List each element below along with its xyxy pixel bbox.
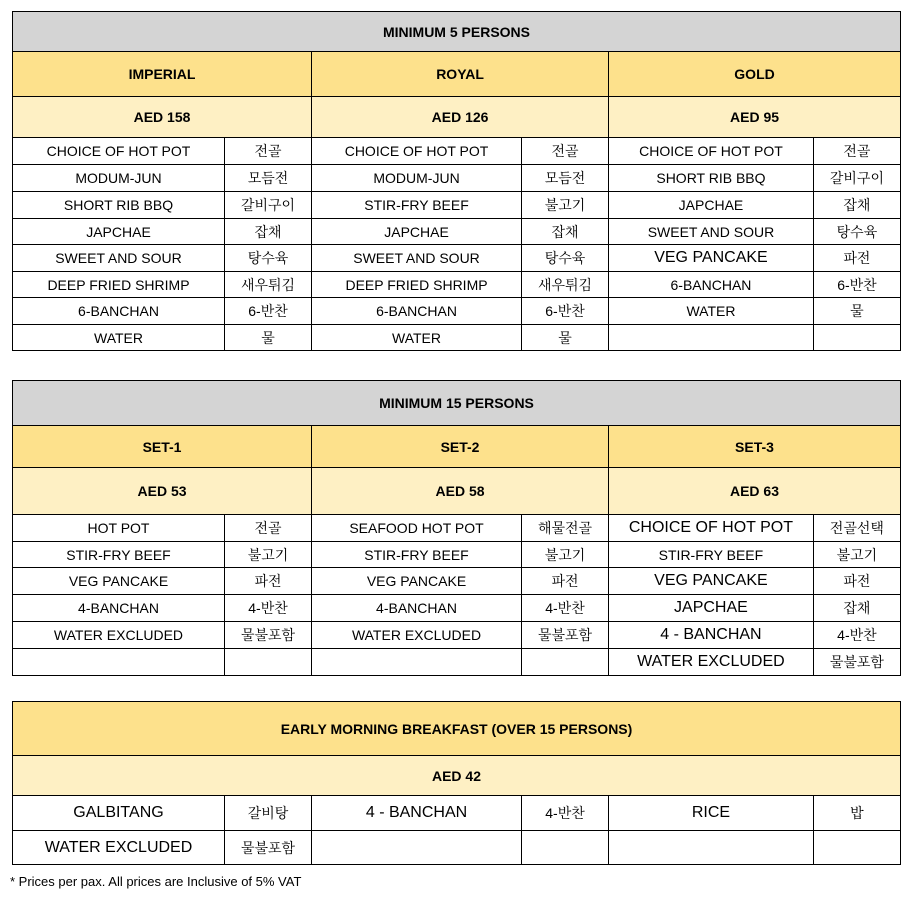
menu-row	[13, 272, 901, 298]
dish-english: CHOICE OF HOT POT	[609, 138, 814, 165]
dish-korean: 불고기	[813, 542, 900, 568]
dish-korean: 탕수육	[813, 219, 900, 245]
dish-korean: 새우튀김	[522, 272, 609, 298]
dish-korean: 갈비구이	[813, 165, 900, 192]
dish-korean: 전골	[522, 138, 609, 165]
dish-korean: 새우튀김	[225, 272, 312, 298]
section-title: MINIMUM 5 PERSONS	[13, 12, 901, 52]
package-name: SET-1	[13, 426, 312, 468]
price-footnote: * Prices per pax. All prices are Inclusive of 5% VAT	[10, 874, 302, 889]
dish-korean: 불고기	[521, 542, 608, 568]
dish-english: GALBITANG	[13, 796, 225, 831]
menu-table-breakfast	[12, 701, 901, 865]
dish-korean: 6-반찬	[225, 298, 312, 325]
dish-korean: 잡채	[522, 219, 609, 245]
dish-english: JAPCHAE	[609, 192, 814, 219]
dish-english: DEEP FRIED SHRIMP	[312, 272, 522, 298]
dish-korean: 전골선택	[813, 515, 900, 542]
package-price: AED 58	[312, 468, 609, 515]
dish-korean: 4-반찬	[813, 622, 900, 649]
dish-korean	[522, 831, 609, 865]
dish-english: JAPCHAE	[13, 219, 225, 245]
dish-korean: 파전	[521, 568, 608, 595]
package-name: SET-3	[609, 426, 901, 468]
dish-korean: 물	[522, 325, 609, 351]
dish-english: STIR-FRY BEEF	[609, 542, 814, 568]
dish-english: STIR-FRY BEEF	[312, 192, 522, 219]
menu-row	[13, 831, 901, 865]
menu-table-minimum-15	[12, 380, 901, 676]
section-title: EARLY MORNING BREAKFAST (OVER 15 PERSONS)	[13, 702, 901, 756]
dish-korean: 갈비탕	[225, 796, 312, 831]
dish-korean: 물불포함	[813, 649, 900, 676]
dish-korean: 6-반찬	[813, 272, 900, 298]
dish-english: WATER	[312, 325, 522, 351]
dish-english: 6-BANCHAN	[312, 298, 522, 325]
dish-english: JAPCHAE	[609, 595, 814, 622]
dish-english	[312, 831, 522, 865]
dish-english	[312, 649, 522, 676]
dish-english: STIR-FRY BEEF	[312, 542, 522, 568]
dish-korean: 4-반찬	[522, 796, 609, 831]
dish-english: CHOICE OF HOT POT	[312, 138, 522, 165]
dish-korean: 갈비구이	[225, 192, 312, 219]
dish-korean: 탕수육	[522, 245, 609, 272]
dish-korean	[521, 649, 608, 676]
dish-english: CHOICE OF HOT POT	[13, 138, 225, 165]
package-name: IMPERIAL	[13, 52, 312, 97]
dish-korean: 해물전골	[521, 515, 608, 542]
dish-english: 4-BANCHAN	[312, 595, 522, 622]
dish-english: SHORT RIB BBQ	[13, 192, 225, 219]
dish-english: SEAFOOD HOT POT	[312, 515, 522, 542]
menu-row	[13, 298, 901, 325]
dish-english	[13, 649, 225, 676]
dish-english: VEG PANCAKE	[609, 568, 814, 595]
dish-english: WATER EXCLUDED	[312, 622, 522, 649]
dish-english: RICE	[609, 796, 814, 831]
dish-korean: 4-반찬	[224, 595, 311, 622]
dish-english: WATER EXCLUDED	[609, 649, 814, 676]
dish-korean: 6-반찬	[522, 298, 609, 325]
package-name: ROYAL	[312, 52, 609, 97]
dish-english: VEG PANCAKE	[312, 568, 522, 595]
package-price: AED 126	[312, 97, 609, 138]
dish-korean: 물불포함	[224, 622, 311, 649]
dish-english: SWEET AND SOUR	[13, 245, 225, 272]
dish-english: JAPCHAE	[312, 219, 522, 245]
menu-row	[13, 165, 901, 192]
dish-english: 6-BANCHAN	[609, 272, 814, 298]
dish-english: MODUM-JUN	[312, 165, 522, 192]
menu-row	[13, 325, 901, 351]
package-price: AED 63	[609, 468, 901, 515]
dish-korean: 파전	[224, 568, 311, 595]
dish-english: DEEP FRIED SHRIMP	[13, 272, 225, 298]
dish-english: 6-BANCHAN	[13, 298, 225, 325]
dish-korean: 전골	[224, 515, 311, 542]
dish-english: MODUM-JUN	[13, 165, 225, 192]
dish-english: HOT POT	[13, 515, 225, 542]
dish-english: SWEET AND SOUR	[312, 245, 522, 272]
dish-korean: 파전	[813, 245, 900, 272]
package-price: AED 158	[13, 97, 312, 138]
package-price: AED 53	[13, 468, 312, 515]
dish-korean	[813, 325, 900, 351]
dish-korean: 파전	[813, 568, 900, 595]
dish-korean: 물	[813, 298, 900, 325]
dish-korean: 불고기	[522, 192, 609, 219]
dish-korean: 전골	[225, 138, 312, 165]
menu-row	[13, 245, 901, 272]
menu-row	[13, 649, 901, 676]
dish-english: WATER	[609, 298, 814, 325]
package-price: AED 42	[13, 756, 901, 796]
dish-english	[609, 831, 814, 865]
dish-english: WATER EXCLUDED	[13, 622, 225, 649]
dish-korean: 물불포함	[521, 622, 608, 649]
section-title: MINIMUM 15 PERSONS	[13, 381, 901, 426]
menu-row	[13, 542, 901, 568]
menu-row	[13, 595, 901, 622]
package-name: SET-2	[312, 426, 609, 468]
dish-english	[609, 325, 814, 351]
dish-english: SHORT RIB BBQ	[609, 165, 814, 192]
dish-english: CHOICE OF HOT POT	[609, 515, 814, 542]
dish-korean: 물불포함	[225, 831, 312, 865]
dish-english: VEG PANCAKE	[13, 568, 225, 595]
dish-english: 4-BANCHAN	[13, 595, 225, 622]
dish-korean: 물	[225, 325, 312, 351]
dish-korean: 잡채	[225, 219, 312, 245]
dish-korean: 잡채	[813, 192, 900, 219]
dish-english: WATER	[13, 325, 225, 351]
dish-korean: 모듬전	[225, 165, 312, 192]
dish-korean: 전골	[813, 138, 900, 165]
dish-korean: 밥	[813, 796, 900, 831]
dish-english: SWEET AND SOUR	[609, 219, 814, 245]
dish-korean: 탕수육	[225, 245, 312, 272]
dish-english: WATER EXCLUDED	[13, 831, 225, 865]
dish-korean: 잡채	[813, 595, 900, 622]
menu-row	[13, 138, 901, 165]
menu-table-minimum-5	[12, 11, 901, 351]
menu-row	[13, 192, 901, 219]
menu-row	[13, 568, 901, 595]
package-price: AED 95	[609, 97, 901, 138]
dish-english: 4 - BANCHAN	[609, 622, 814, 649]
dish-korean	[813, 831, 900, 865]
dish-korean: 4-반찬	[521, 595, 608, 622]
menu-row	[13, 796, 901, 831]
menu-row	[13, 622, 901, 649]
dish-english: STIR-FRY BEEF	[13, 542, 225, 568]
menu-row	[13, 219, 901, 245]
dish-korean	[224, 649, 311, 676]
package-name: GOLD	[609, 52, 901, 97]
dish-korean: 모듬전	[522, 165, 609, 192]
dish-korean: 불고기	[224, 542, 311, 568]
dish-english: VEG PANCAKE	[609, 245, 814, 272]
menu-row	[13, 515, 901, 542]
dish-english: 4 - BANCHAN	[312, 796, 522, 831]
